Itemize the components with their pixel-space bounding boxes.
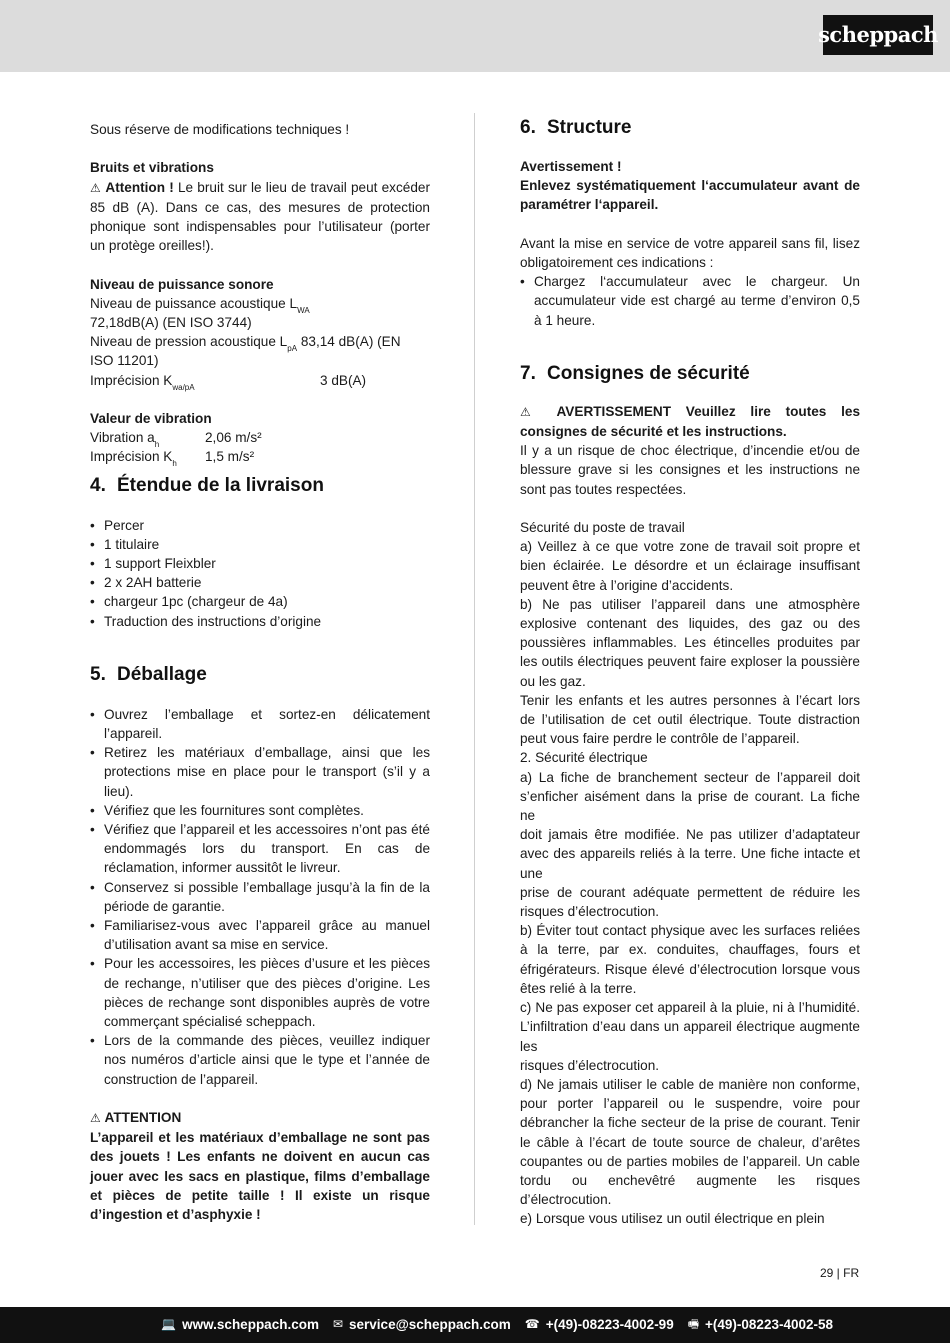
section-6-heading: 6. Structure [520,117,632,138]
warning-text: Enlevez systématiquement l‘accumulateur avant de paramétrer l‘appareil. [520,178,860,213]
unpacking-list [90,705,430,1089]
safety-line: d) Ne jamais utiliser le cable de manière non conforme, pour porter l’appareil ou le suspendre, voire pour débrancher la fiche secteur de la prise de courant. Tenir le câble à l’écart de toute source de chaleur, d’arêtes coupantes ou de parties mobiles de l’appareil. Un cable tordu ou enchevêtré augmente les risques d’électrocution. [520,1076,860,1208]
list-item: • 1 titulaire [90,536,160,552]
safety-line: prise de courant adéquate permettent de réduire les risques d’électrocution. [520,884,860,920]
safety-line: 2. Sécurité électrique [520,750,648,766]
safety-warning: ⚠ AVERTISSEMENT Veuillez lire toutes les consignes de sécurité et les instructions. [520,403,861,440]
sound-lpa-line2: ISO 11201) [90,353,159,369]
vibration-heading: Valeur de vibration [90,411,212,426]
noise-attention-label: Attention ! [105,179,174,195]
vibration-k-row: Imprécision $K_h$ 1,5 m/s² [90,449,255,469]
warning-heading: Avertissement ! [520,159,622,174]
safety-line: a) Veillez à ce que votre zone de travail soit propre et bien éclairée. Le désordre et un éclairage insuffisant peuvent être à l’origine d’accidents. [520,539,860,593]
list-item: • 1 support Fleixbler [90,556,216,572]
sound-heading: Niveau de puissance sonore [90,276,274,292]
safety-line: risques d’électrocution. [520,1057,660,1073]
structure-list [520,272,860,330]
vibration-a-row: Vibration $a_h$ 2,06 m/s² [90,430,262,450]
section-5-heading: 5. Déballage [90,663,207,685]
header-bar [0,0,950,72]
warning-triangle-icon: ⚠ [520,404,542,419]
list-item: • chargeur 1pc (chargeur de 4a) [90,594,288,610]
noise-paragraph [90,178,430,256]
delivery-list [90,516,430,631]
safety-line: a) La fiche de branchement secteur de l’appareil doit s’enficher aisément dans la prise de courant. La fiche ne [520,769,860,824]
list-item: • Conservez si possible l’emballage jusqu’à la fin de la période de garantie. [90,879,430,914]
safety-line: Tenir les enfants et les autres personnes à l’écart lors de l’utilisation de cet outil électrique. Toute distraction peut vous faire perdre le contrôle de l’appareil. [520,692,860,747]
list-item: • Pour les accessoires, les pièces d’usure et les pièces de rechange, n’utiliser que des pièces d’origine. Les pièces de rechange sont disponibles auprès de votre commerçant spécialisé scheppach. [90,956,430,1030]
sound-k-label: Imprécision $K_{wa/pA}$ [90,372,195,392]
sound-lwa-label: Niveau de puissance acoustique $L_{WA}$ [90,295,310,315]
page-number: 29 | FR [820,1266,860,1280]
warning-triangle-icon: ⚠ [90,1111,101,1126]
list-item: • Percer [90,517,145,533]
list-item: • 2 x 2AH batterie [90,575,202,591]
noise-text: Le bruit sur le lieu de travail peut excéder 85 dB (A). Dans ce cas, des mesures de protection phonique sont indispensables pour l’utilisateur (porter un protège oreilles!). [90,179,430,254]
list-item: • Vérifiez que les fournitures sont complètes. [90,802,364,818]
computer-icon: 💻 [161,1317,177,1332]
sound-k-row [90,371,430,390]
footer-website[interactable]: 💻 www.scheppach.com [161,1315,319,1334]
left-column [90,120,430,1224]
fax-icon: 🖷 [687,1317,700,1332]
safety-line: c) Ne pas exposer cet appareil à la pluie, ni à l’humidité. L’infiltration d’eau dans un appareil électrique augmente les [520,1000,860,1054]
vibration-a-value: 2,06 m/s² [205,430,262,446]
list-item: • Familiarisez-vous avec l’appareil grâce au manuel d’utilisation avant sa mise en service. [90,918,430,953]
safety-intro: Il y a un risque de choc électrique, d’incendie et/ou de blessure grave si les consignes et les instructions ne sont pas toutes respectées. [520,443,860,497]
list-item: • Ouvrez l’emballage et sortez-en délicatement l’appareil. [90,706,430,742]
footer-bar [0,1307,950,1343]
right-column [520,116,860,1229]
section-7-heading: 7. Consignes de sécurité [520,362,750,384]
footer-email[interactable]: ✉ service@scheppach.com [333,1315,511,1334]
sound-k-value: 3 dB(A) [320,372,367,388]
safety-line: doit jamais être modifiée. Ne pas utilizer d’adaptateur avec des appareils reliés à la terre. Une fiche intacte et une [520,827,860,881]
safety-line: Sécurité du poste de travail [520,520,685,536]
vibration-k-value: 1,5 m/s² [205,449,255,465]
phone-icon: ☎ [524,1317,540,1332]
footer-phone: ☎ +(49)-08223-4002-99 [525,1315,674,1334]
attention-heading: ⚠ ATTENTION [90,1110,182,1126]
column-divider [474,113,475,1225]
attention-text: L’appareil et les matériaux d’emballage ne sont pas des jouets ! Les enfants ne doivent en aucun cas jouer avec les sacs en plastique, films d’emballage et pièces de petite taille ! Il existe un risque d’ingestion et d’asphyxie ! [90,1130,430,1223]
brand-logo: scheppach [823,15,933,55]
safety-line: b) Éviter tout contact physique avec les surfaces reliées à la terre, par ex. conduites, chauffages, fours et éfrigérateurs. Risque élevé d’électrocution lorsque vous êtes relié à la terre. [520,923,860,996]
list-item: • Vérifiez que l’appareil et les accessoires n’ont pas été endommagés lors du transport. En cas de réclamation, informer aussitôt le livreur. [90,822,430,876]
list-item: • Retirez les matériaux d’emballage, ainsi que les protections mise en place pour le transport (s’il y a lieu). [90,745,430,799]
mail-icon: ✉ [332,1317,344,1332]
list-item: • Traduction des instructions d’origine [90,613,322,629]
section-4-heading: 4. Étendue de la livraison [90,474,324,496]
list-item: • Lors de la commande des pièces, veuillez indiquer nos numéros d’article ainsi que le type et l’année de construction de l’appareil. [90,1033,430,1087]
noise-heading: Bruits et vibrations [90,160,214,176]
sound-lpa-line: Niveau de pression acoustique $L_{pA}$ 83,14 dB(A) (EN [90,334,401,354]
intro-note: Sous réserve de modifications techniques ! [90,122,350,137]
footer-fax: 🖷 +(49)-08223-4002-58 [688,1315,833,1334]
safety-line: e) Lorsque vous utilisez un outil électrique en plein [520,1211,825,1227]
structure-text: Avant la mise en service de votre appareil sans fil, lisez obligatoirement ces indications : [520,235,860,270]
safety-line: b) Ne pas utiliser l’appareil dans une atmosphère explosive contenant des liquides, des gaz ou des poussières inflammables. Les étincelles produites par les outils électriques peuvent faire exploser la poussière ou les gaz. [520,596,860,689]
warning-triangle-icon: ⚠ [90,180,102,195]
list-item: • Chargez l‘accumulateur avec le chargeur. Un accumulateur vide est chargé au terme d’environ 0,5 à 1 heure. [520,274,860,328]
sound-lwa-value: 72,18dB(A) (EN ISO 3744) [90,315,252,330]
